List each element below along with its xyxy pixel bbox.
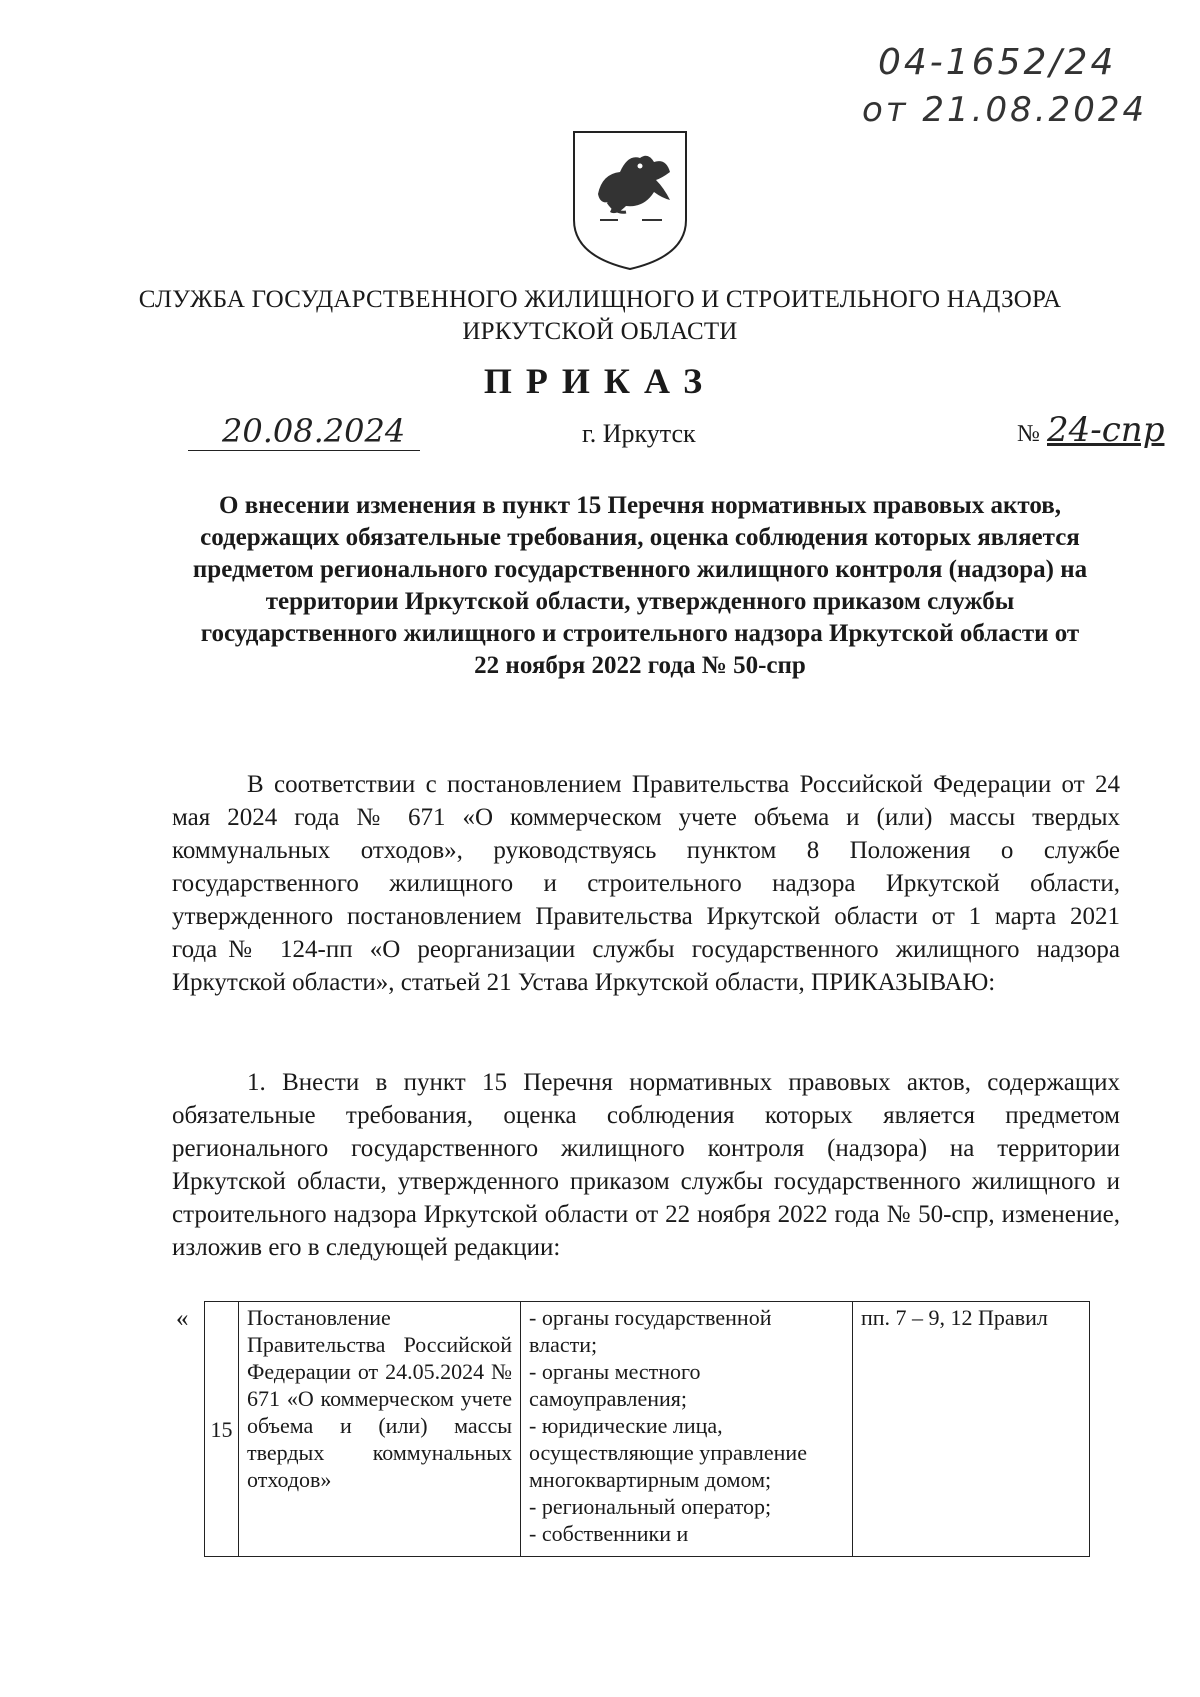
table-row: [205, 1302, 1090, 1557]
item-1-paragraph: 1. Внести в пункт 15 Перечня нормативных правовых актов, содержащих обязательные требования, оценка соблюдения которых является предметом регионального государственного жилищного контроля (надзора) на территории Иркутской области, утвержденного приказом службы государственного жилищного и строительного надзора Иркутской области от 22 ноября 2022 года № 50-спр, изменение, изложив его в следующей редакции:: [172, 1069, 1120, 1261]
row-number: 15: [205, 1302, 239, 1557]
subject-item: - юридические лица, осуществляющие управление многоквартирным домом;: [529, 1413, 807, 1492]
amendment-table: [204, 1301, 1090, 1557]
registration-date: от 21.08.2024: [862, 90, 1148, 130]
order-title: О внесении изменения в пункт 15 Перечня нормативных правовых актов, содержащих обязательные требования, оценка соблюдения которых является предметом регионального государственного жилищного контроля (надзора) на территории Иркутской области, утвержденного приказом службы государственного жилищного и строительного надзора Иркутской области от 22 ноября 2022 года № 50-спр: [192, 492, 1088, 679]
registration-number: 04-1652/24: [878, 42, 1117, 83]
document-type: ПРИКАЗ: [483, 361, 717, 401]
agency-name-line2: ИРКУТСКОЙ ОБЛАСТИ: [462, 318, 738, 345]
act-name-cell: Постановление Правительства Российской Федерации от 24.05.2024 № 671 «О коммерческом учете объема и (или) массы твердых коммунальных отходов»: [239, 1302, 521, 1557]
subject-item: - органы местного самоуправления;: [529, 1359, 701, 1411]
agency-name-line1: СЛУЖБА ГОСУДАРСТВЕННОГО ЖИЛИЩНОГО И СТРОИТЕЛЬНОГО НАДЗОРА: [138, 286, 1062, 313]
table-open-quote: «: [176, 1305, 189, 1332]
order-date: 20.08.2024: [222, 412, 406, 450]
coat-of-arms-icon: [570, 128, 690, 273]
rules-cell: пп. 7 – 9, 12 Правил: [853, 1302, 1090, 1557]
city: г. Иркутск: [582, 419, 696, 448]
order-number: 24-спр: [1047, 410, 1165, 450]
number-label: №: [1017, 421, 1040, 447]
subject-item: - региональный оператор;: [529, 1494, 772, 1519]
subject-item: - органы государственной власти;: [529, 1305, 772, 1357]
subjects-cell: [521, 1302, 853, 1557]
preamble-paragraph: В соответствии с постановлением Правительства Российской Федерации от 24 мая 2024 года № 671 «О коммерческом учете объема и (или) массы твердых коммунальных отходов», руководствуясь пунктом 8 Положения о службе государственного жилищного и строительного надзора Иркутской области, утвержденного постановлением Правительства Иркутской области от 1 марта 2021 года№ 124-пп «О реорганизации службы государственного жилищного надзора Иркутской области», статьей 21 Устава Иркутской области, ПРИКАЗЫВАЮ:: [172, 771, 1120, 996]
subject-item: - собственники и: [529, 1521, 689, 1546]
